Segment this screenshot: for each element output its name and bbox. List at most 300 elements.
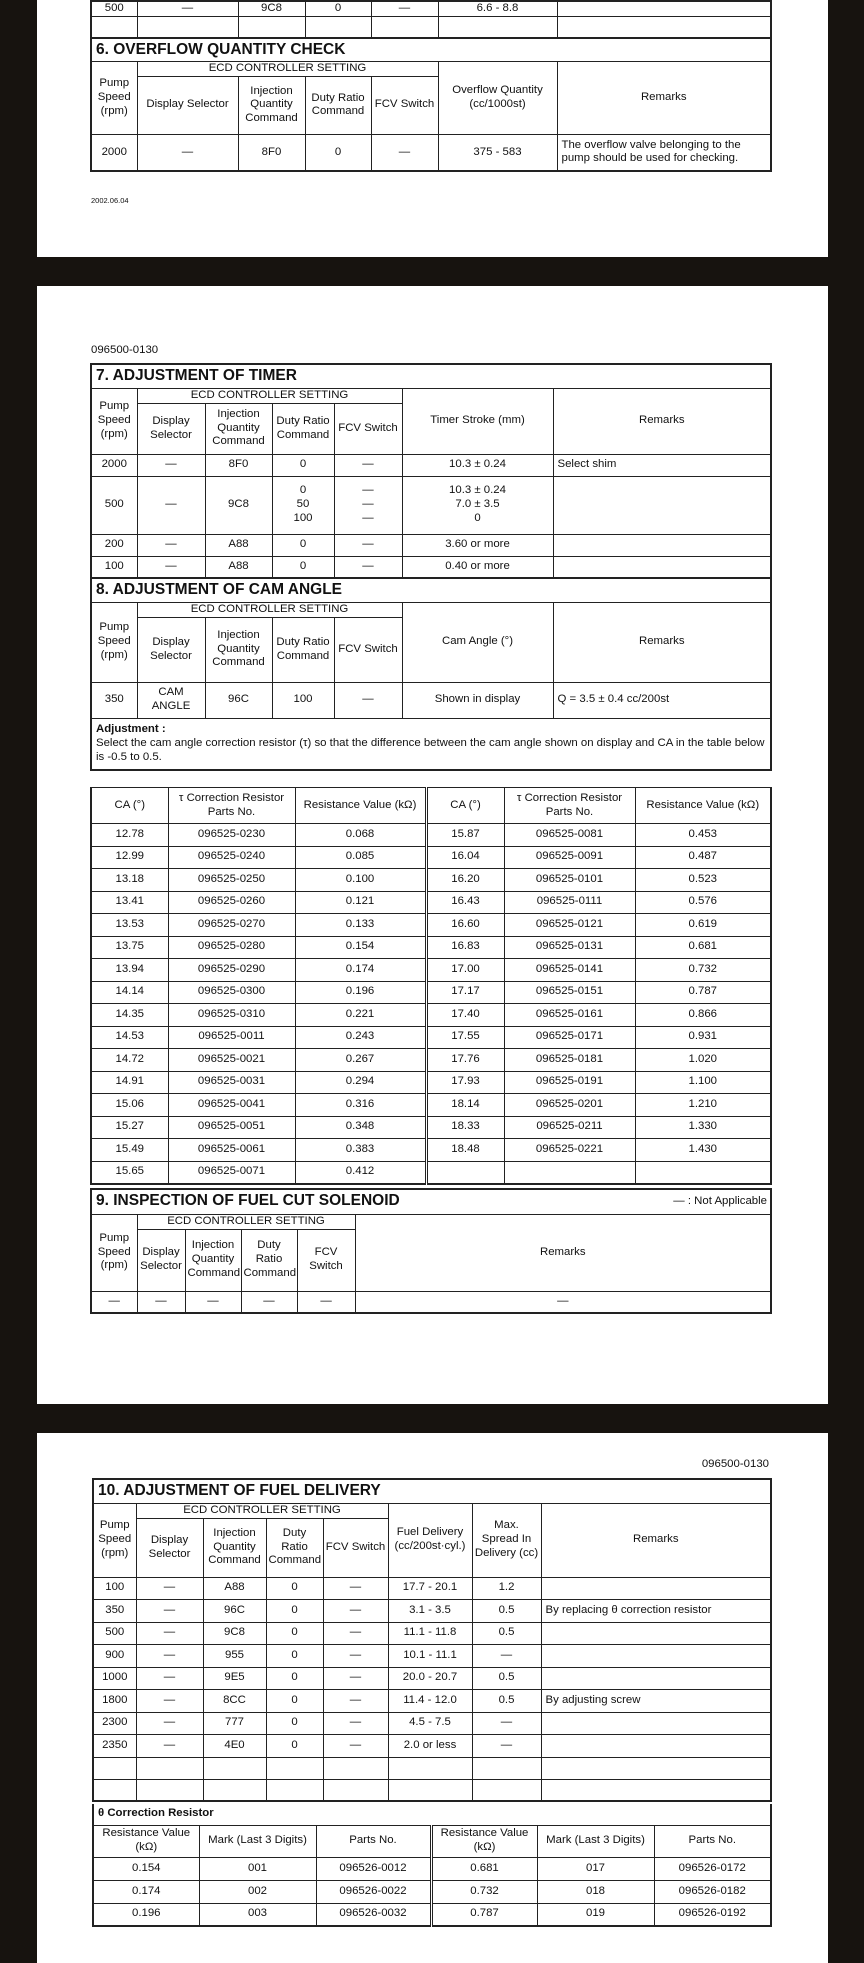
ca-cell — [426, 1161, 504, 1184]
display-selector-header: Display Selector — [137, 617, 205, 682]
timer-adjustment-table — [90, 363, 772, 771]
table-row — [91, 981, 771, 1004]
remarks-cell — [541, 1622, 771, 1645]
remarks-header: Remarks — [553, 602, 771, 682]
table-header-row — [91, 388, 771, 403]
duty-cell: 0 — [266, 1667, 323, 1690]
fcv-cell — [334, 476, 402, 534]
display-selector-header: Display Selector — [136, 1518, 203, 1577]
ecd-controller-header: ECD CONTROLLER SETTING — [136, 1503, 388, 1518]
resistance-cell: 0.787 — [635, 981, 771, 1004]
fcv-switch-header: FCV Switch — [297, 1229, 355, 1291]
duty-cell: 0 — [266, 1600, 323, 1623]
parts-no-cell: 096525-0091 — [504, 846, 635, 869]
fcv-cell: — — [323, 1667, 388, 1690]
spread-cell: — — [472, 1735, 541, 1758]
ca-cell: 12.99 — [91, 846, 168, 869]
resistance-cell: 0.154 — [93, 1857, 199, 1880]
value-cell: 6.6 - 8.8 — [438, 1, 557, 16]
resistance-cell: 0.196 — [295, 981, 426, 1004]
injection-quantity-header: Injection Quantity Command — [205, 617, 272, 682]
resistance-cell: 0.866 — [635, 1004, 771, 1027]
pump-speed-header: Pump Speed (rpm) — [93, 1503, 136, 1577]
display-selector-cell: — — [137, 134, 238, 171]
section-heading-row — [91, 38, 771, 61]
table-header-row — [91, 1214, 771, 1229]
remarks-cell: Q = 3.5 ± 0.4 cc/200st — [553, 682, 771, 718]
mark-cell: 003 — [199, 1903, 316, 1926]
fcv-cell: — — [371, 134, 438, 171]
table-row — [91, 1004, 771, 1027]
pump-speed-cell: — — [91, 1291, 137, 1313]
parts-no-header: Parts No. — [654, 1825, 771, 1857]
resistance-cell: 0.174 — [295, 959, 426, 982]
ca-cell: 16.60 — [426, 914, 504, 937]
fcv-cell: — — [297, 1291, 355, 1313]
parts-no-cell: 096525-0041 — [168, 1094, 295, 1117]
table-row — [91, 1161, 771, 1184]
fcv-value: — — [362, 498, 374, 511]
parts-no-cell: 096525-0181 — [504, 1049, 635, 1072]
ca-cell: 18.14 — [426, 1094, 504, 1117]
ca-cell: 14.35 — [91, 1004, 168, 1027]
ca-cell: 14.53 — [91, 1026, 168, 1049]
fcv-cell: — — [323, 1690, 388, 1713]
resistance-cell: 0.154 — [295, 936, 426, 959]
display-selector-header: Display Selector — [137, 1229, 185, 1291]
value-cell: 20.0 - 20.7 — [388, 1667, 472, 1690]
parts-no-cell: 096525-0290 — [168, 959, 295, 982]
table-row — [93, 1903, 771, 1926]
pump-speed-cell: 350 — [91, 682, 137, 718]
parts-no-cell: 096525-0051 — [168, 1116, 295, 1139]
table-row — [91, 534, 771, 556]
resistance-cell: 0.787 — [431, 1903, 537, 1926]
table-row — [91, 1026, 771, 1049]
resistance-cell: 0.383 — [295, 1139, 426, 1162]
display-selector-cell: — — [136, 1712, 203, 1735]
remarks-cell — [541, 1645, 771, 1668]
duty-cell: 0 — [266, 1645, 323, 1668]
spread-cell: 1.2 — [472, 1577, 541, 1600]
ca-cell: 13.53 — [91, 914, 168, 937]
mark-header: Mark (Last 3 Digits) — [537, 1825, 654, 1857]
duty-cell: 0 — [266, 1622, 323, 1645]
resistance-cell: 0.453 — [635, 824, 771, 847]
table-header-row — [91, 788, 771, 824]
duty-ratio-header: Duty Ratio Command — [305, 76, 371, 134]
parts-no-cell: 096526-0182 — [654, 1880, 771, 1903]
parts-no-cell: 096525-0221 — [504, 1139, 635, 1162]
resistance-cell: 0.412 — [295, 1161, 426, 1184]
timer-stroke-header: Timer Stroke (mm) — [402, 388, 553, 454]
fcv-cell: — — [371, 1, 438, 16]
spread-cell: 0.5 — [472, 1690, 541, 1713]
parts-no-cell: 096525-0230 — [168, 824, 295, 847]
duty-cell — [272, 476, 334, 534]
table-row — [91, 846, 771, 869]
ca-cell: 18.33 — [426, 1116, 504, 1139]
parts-no-cell: 096526-0032 — [316, 1903, 431, 1926]
ca-cell: 14.72 — [91, 1049, 168, 1072]
injection-cell: 8F0 — [238, 134, 305, 171]
display-selector-cell: — — [137, 454, 205, 476]
mark-header: Mark (Last 3 Digits) — [199, 1825, 316, 1857]
ca-cell: 12.78 — [91, 824, 168, 847]
resistance-cell: 0.931 — [635, 1026, 771, 1049]
duty-ratio-header: Duty Ratio Command — [266, 1518, 323, 1577]
ca-cell: 17.93 — [426, 1071, 504, 1094]
ca-cell: 15.27 — [91, 1116, 168, 1139]
fuel-delivery-header: Fuel Delivery (cc/200st·cyl.) — [388, 1503, 472, 1577]
injection-cell: 9C8 — [238, 1, 305, 16]
ca-header: CA (°) — [91, 788, 168, 824]
section-title: 10. ADJUSTMENT OF FUEL DELIVERY — [93, 1479, 771, 1503]
pump-speed-cell: 1000 — [93, 1667, 136, 1690]
section-heading-row — [93, 1479, 771, 1503]
table-row — [91, 134, 771, 171]
resistance-header: Resistance Value (kΩ) — [431, 1825, 537, 1857]
pump-speed-cell: 1800 — [93, 1690, 136, 1713]
fuel-cut-solenoid-table — [90, 1188, 772, 1314]
remarks-cell: By replacing θ correction resistor — [541, 1600, 771, 1623]
ca-header: CA (°) — [426, 788, 504, 824]
duty-cell: 0 — [266, 1577, 323, 1600]
pump-speed-cell: 2000 — [91, 134, 137, 171]
duty-cell: — — [241, 1291, 297, 1313]
spread-cell: — — [472, 1645, 541, 1668]
display-selector-cell: CAM ANGLE — [137, 682, 205, 718]
table-row — [91, 1049, 771, 1072]
spread-cell: 0.5 — [472, 1622, 541, 1645]
resistance-cell: 1.430 — [635, 1139, 771, 1162]
remarks-cell — [541, 1735, 771, 1758]
resistance-header: Resistance Value (kΩ) — [295, 788, 426, 824]
table-row — [91, 1071, 771, 1094]
duty-ratio-header: Duty Ratio Command — [272, 403, 334, 454]
table-row — [91, 869, 771, 892]
injection-cell: 4E0 — [203, 1735, 266, 1758]
fcv-cell: — — [334, 556, 402, 578]
document-page-3 — [37, 1433, 828, 1963]
table-row — [91, 1139, 771, 1162]
value-cell: 10.3 ± 0.24 — [402, 454, 553, 476]
display-selector-header: Display Selector — [137, 403, 205, 454]
resistance-cell: 0.619 — [635, 914, 771, 937]
ca-cell: 13.94 — [91, 959, 168, 982]
resistance-cell: 0.068 — [295, 824, 426, 847]
display-selector-cell: — — [137, 534, 205, 556]
parts-no-cell: 096525-0191 — [504, 1071, 635, 1094]
pump-speed-cell: 350 — [93, 1600, 136, 1623]
resistance-cell: 1.330 — [635, 1116, 771, 1139]
duty-cell: 0 — [266, 1690, 323, 1713]
remarks-cell — [541, 1667, 771, 1690]
ca-cell: 14.14 — [91, 981, 168, 1004]
parts-no-cell: 096525-0270 — [168, 914, 295, 937]
duty-cell: 0 — [305, 1, 371, 16]
parts-no-cell: 096525-0011 — [168, 1026, 295, 1049]
remarks-header: Remarks — [553, 388, 771, 454]
ecd-controller-header: ECD CONTROLLER SETTING — [137, 388, 402, 403]
ca-cell: 15.06 — [91, 1094, 168, 1117]
injection-cell: 96C — [205, 682, 272, 718]
section-heading-row — [91, 364, 771, 388]
display-selector-cell: — — [137, 556, 205, 578]
fcv-cell: — — [323, 1645, 388, 1668]
section-heading-row — [91, 1189, 771, 1214]
section-title: 9. INSPECTION OF FUEL CUT SOLENOID — [91, 1189, 355, 1214]
value-cell: 375 - 583 — [438, 134, 557, 171]
resistance-cell: 0.523 — [635, 869, 771, 892]
adjustment-text: Select the cam angle correction resistor (τ) so that the difference between the cam angle shown on display and CA in the table below is -0.5 to 0.5. — [96, 736, 765, 763]
ca-cell: 17.76 — [426, 1049, 504, 1072]
resistance-header: Resistance Value (kΩ) — [635, 788, 771, 824]
parts-no-header: τ Correction Resistor Parts No. — [504, 788, 635, 824]
resistance-cell: 0.316 — [295, 1094, 426, 1117]
parts-no-cell: 096525-0250 — [168, 869, 295, 892]
ca-cell: 13.75 — [91, 936, 168, 959]
value-cell: Shown in display — [402, 682, 553, 718]
table-row — [91, 824, 771, 847]
section-title: 7. ADJUSTMENT OF TIMER — [91, 364, 771, 388]
display-selector-header: Display Selector — [137, 76, 238, 134]
max-spread-header: Max. Spread In Delivery (cc) — [472, 1503, 541, 1577]
parts-no-cell: 096525-0121 — [504, 914, 635, 937]
table-header-row — [93, 1503, 771, 1518]
pump-speed-cell: 900 — [93, 1645, 136, 1668]
table-row — [93, 1857, 771, 1880]
duty-value: 100 — [293, 511, 313, 524]
injection-cell: 955 — [203, 1645, 266, 1668]
ca-cell: 13.18 — [91, 869, 168, 892]
table-row — [91, 682, 771, 718]
remarks-cell — [541, 1577, 771, 1600]
resistance-cell: 0.732 — [635, 959, 771, 982]
resistance-cell: 0.196 — [93, 1903, 199, 1926]
parts-no-cell: 096525-0300 — [168, 981, 295, 1004]
ca-cell: 17.00 — [426, 959, 504, 982]
parts-no-cell: 096525-0211 — [504, 1116, 635, 1139]
remarks-cell: By adjusting screw — [541, 1690, 771, 1713]
value-cell: 11.1 - 11.8 — [388, 1622, 472, 1645]
parts-no-cell: 096526-0172 — [654, 1857, 771, 1880]
parts-no-cell: 096525-0061 — [168, 1139, 295, 1162]
table-row — [93, 1735, 771, 1758]
display-selector-cell: — — [136, 1600, 203, 1623]
fcv-cell: — — [334, 682, 402, 718]
ecd-controller-header: ECD CONTROLLER SETTING — [137, 61, 438, 76]
document-number: 096500-0130 — [91, 344, 159, 356]
table-row — [93, 1757, 771, 1779]
duty-cell: 0 — [266, 1735, 323, 1758]
duty-value: 0 — [299, 484, 307, 497]
parts-no-cell: 096526-0012 — [316, 1857, 431, 1880]
remarks-cell — [541, 1712, 771, 1735]
document-date: 2002.06.04 — [91, 196, 129, 205]
duty-cell: 0 — [272, 556, 334, 578]
pump-speed-cell: 500 — [91, 1, 137, 16]
pump-speed-header: Pump Speed (rpm) — [91, 602, 137, 682]
resistance-cell: 0.294 — [295, 1071, 426, 1094]
parts-no-header: τ Correction Resistor Parts No. — [168, 788, 295, 824]
mark-cell: 001 — [199, 1857, 316, 1880]
value-cell: 3.1 - 3.5 — [388, 1600, 472, 1623]
ca-cell: 16.04 — [426, 846, 504, 869]
table-row — [93, 1600, 771, 1623]
fuel-delivery-table — [92, 1478, 772, 1802]
cam-resistor-table — [90, 787, 772, 1185]
adjustment-note-row — [91, 718, 771, 770]
table-row — [91, 556, 771, 578]
ca-cell: 17.17 — [426, 981, 504, 1004]
parts-no-cell: 096525-0310 — [168, 1004, 295, 1027]
pump-speed-cell: 100 — [93, 1577, 136, 1600]
resistance-cell: 0.174 — [93, 1880, 199, 1903]
resistance-cell: 0.732 — [431, 1880, 537, 1903]
parts-no-cell: 096525-0240 — [168, 846, 295, 869]
pump-speed-cell: 500 — [91, 476, 137, 534]
table-row — [93, 1779, 771, 1801]
resistance-cell: 0.121 — [295, 891, 426, 914]
section-title: 6. OVERFLOW QUANTITY CHECK — [91, 38, 771, 61]
document-page-1 — [37, 0, 828, 257]
fcv-cell: — — [323, 1735, 388, 1758]
injection-quantity-header: Injection Quantity Command — [203, 1518, 266, 1577]
resistance-cell: 0.085 — [295, 846, 426, 869]
resistance-cell: 0.267 — [295, 1049, 426, 1072]
pump-speed-cell: 500 — [93, 1622, 136, 1645]
display-selector-cell: — — [136, 1735, 203, 1758]
parts-no-cell: 096525-0260 — [168, 891, 295, 914]
pump-speed-cell: 2300 — [93, 1712, 136, 1735]
table-row — [91, 454, 771, 476]
table-row — [93, 1577, 771, 1600]
pump-speed-cell: 2000 — [91, 454, 137, 476]
remarks-header: Remarks — [541, 1503, 771, 1577]
fcv-value: — — [362, 511, 374, 524]
section-title: 8. ADJUSTMENT OF CAM ANGLE — [91, 578, 771, 602]
overflow-quantity-header: Overflow Quantity (cc/1000st) — [438, 61, 557, 134]
fcv-cell: — — [334, 534, 402, 556]
duty-cell: 0 — [305, 134, 371, 171]
resistance-cell: 1.100 — [635, 1071, 771, 1094]
remarks-cell: The overflow valve belonging to the pump should be used for checking. — [557, 134, 771, 171]
table-row — [91, 959, 771, 982]
resistance-header: Resistance Value (kΩ) — [93, 1825, 199, 1857]
remarks-cell: — — [355, 1291, 771, 1313]
fcv-cell: — — [323, 1600, 388, 1623]
injection-quantity-header: Injection Quantity Command — [238, 76, 305, 134]
remarks-header: Remarks — [557, 61, 771, 134]
table-header-row — [91, 61, 771, 76]
table-row — [91, 891, 771, 914]
fcv-switch-header: FCV Switch — [334, 617, 402, 682]
injection-quantity-header: Injection Quantity Command — [185, 1229, 241, 1291]
cam-angle-header: Cam Angle (°) — [402, 602, 553, 682]
overflow-check-table — [90, 0, 772, 172]
resistance-cell: 0.100 — [295, 869, 426, 892]
table-row — [91, 16, 771, 38]
resistance-cell — [635, 1161, 771, 1184]
display-selector-cell: — — [137, 1, 238, 16]
resistance-cell: 0.681 — [635, 936, 771, 959]
value-cell: 17.7 - 20.1 — [388, 1577, 472, 1600]
resistance-cell: 0.243 — [295, 1026, 426, 1049]
parts-no-cell: 096526-0022 — [316, 1880, 431, 1903]
resistance-cell: 1.020 — [635, 1049, 771, 1072]
duty-cell: 100 — [272, 682, 334, 718]
ecd-controller-header: ECD CONTROLLER SETTING — [137, 602, 402, 617]
resistance-cell: 0.348 — [295, 1116, 426, 1139]
table-row — [91, 936, 771, 959]
mark-cell: 017 — [537, 1857, 654, 1880]
table-row — [93, 1667, 771, 1690]
parts-no-cell: 096525-0131 — [504, 936, 635, 959]
injection-cell: 96C — [203, 1600, 266, 1623]
injection-cell: 777 — [203, 1712, 266, 1735]
display-selector-cell: — — [136, 1622, 203, 1645]
fcv-cell: — — [323, 1712, 388, 1735]
parts-no-cell: 096525-0071 — [168, 1161, 295, 1184]
ca-cell: 15.65 — [91, 1161, 168, 1184]
table-row — [91, 914, 771, 937]
ca-cell: 16.43 — [426, 891, 504, 914]
duty-cell: 0 — [272, 454, 334, 476]
injection-cell: 9C8 — [205, 476, 272, 534]
parts-no-cell: 096525-0081 — [504, 824, 635, 847]
value-cell: 3.60 or more — [402, 534, 553, 556]
parts-no-cell: 096525-0280 — [168, 936, 295, 959]
table-header-row — [93, 1825, 771, 1857]
fcv-switch-header: FCV Switch — [371, 76, 438, 134]
fcv-cell: — — [323, 1622, 388, 1645]
table-row — [91, 1094, 771, 1117]
stroke-value: 7.0 ± 3.5 — [455, 498, 500, 511]
value-cell: 11.4 - 12.0 — [388, 1690, 472, 1713]
duty-value: 50 — [296, 498, 310, 511]
table-row — [91, 1291, 771, 1313]
resistance-cell: 0.221 — [295, 1004, 426, 1027]
ca-cell: 16.20 — [426, 869, 504, 892]
section-heading-row — [91, 578, 771, 602]
duty-cell: 0 — [266, 1712, 323, 1735]
theta-resistor-title: θ Correction Resistor — [93, 1804, 771, 1825]
parts-no-cell: 096525-0101 — [504, 869, 635, 892]
display-selector-cell: — — [137, 1291, 185, 1313]
document-page-2 — [37, 286, 828, 1404]
resistance-cell: 0.133 — [295, 914, 426, 937]
fcv-cell: — — [334, 454, 402, 476]
resistance-cell: 0.576 — [635, 891, 771, 914]
ca-cell: 17.40 — [426, 1004, 504, 1027]
parts-no-cell: 096525-0021 — [168, 1049, 295, 1072]
table-row — [91, 476, 771, 534]
injection-cell: A88 — [205, 534, 272, 556]
ca-cell: 15.49 — [91, 1139, 168, 1162]
parts-no-header: Parts No. — [316, 1825, 431, 1857]
fcv-value: — — [362, 484, 374, 497]
display-selector-cell: — — [137, 476, 205, 534]
parts-no-cell — [504, 1161, 635, 1184]
table-row — [93, 1622, 771, 1645]
ca-cell: 15.87 — [426, 824, 504, 847]
parts-no-cell: 096525-0141 — [504, 959, 635, 982]
theta-resistor-table — [92, 1804, 772, 1927]
parts-no-cell: 096525-0201 — [504, 1094, 635, 1117]
display-selector-cell: — — [136, 1645, 203, 1668]
mark-cell: 018 — [537, 1880, 654, 1903]
